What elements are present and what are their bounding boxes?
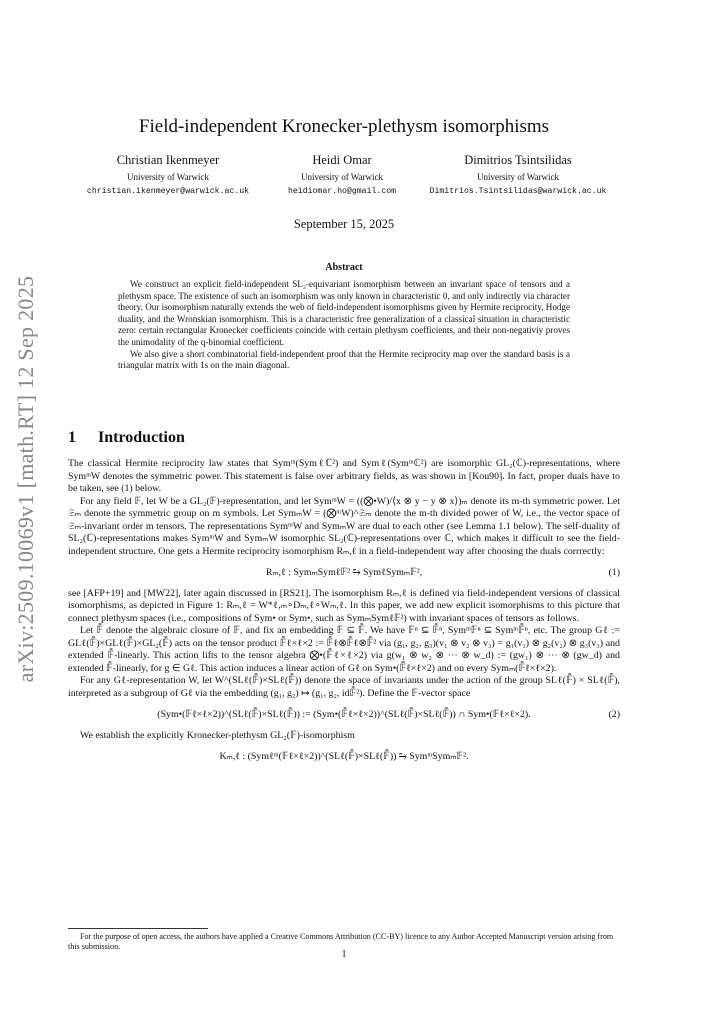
author-email: heidiomar.ho@gmail.com — [287, 187, 397, 196]
body-text — [68, 458, 620, 772]
paper-date: September 15, 2025 — [293, 217, 395, 231]
paragraph: The classical Hermite reciprocity law states that Symᵐ(Symℓℂ²) and Symℓ(Symᵐℂ²) are isomorphic GL₂(ℂ)-representations, where SymᵐW denotes the symmetric power. This statement is false over arbitrary fields, as was shown in [Kou90]. In fact, proper duals have to be taken, see (1) below. — [68, 458, 620, 494]
equation-text: (Sym•(𝔽ℓ×ℓ×2))^(SLℓ(𝔽̄)×SLℓ(𝔽̄)) := (Sym•(𝔽̄ℓ×ℓ×2))^(SLℓ(𝔽̄)×SLℓ(𝔽̄)) ∩ Sym•(𝔽ℓ×ℓ×2). — [157, 709, 531, 720]
equation-1 — [68, 567, 620, 580]
arxiv-stamp: arXiv:2509.10069v1 [math.RT] 12 Sep 2025 — [13, 275, 38, 683]
author-name: Dimitrios Tsintsilidas — [464, 153, 572, 167]
author-affiliation: University of Warwick — [476, 172, 560, 182]
author-block — [418, 153, 618, 196]
paragraph: For any Gℓ-representation W, let W^(SLℓ(𝔽̄)×SLℓ(𝔽̄)) denote the space of invariants under the action of the group SLℓ(𝔽̄) × SLℓ(𝔽̄), interpreted as a subgroup of Gℓ via the embedding (g₁, g₂) ↦ (g₁, g₂, id𝔽̄²). Define the 𝔽-vector space — [68, 675, 620, 699]
author-name: Heidi Omar — [312, 153, 372, 167]
footnote-text: For the purpose of open access, the authors have applied a Creative Commons Attribution (CC-BY) licence to any Author Accepted Manuscript version arising from this submission. — [68, 932, 614, 951]
author-affiliation: University of Warwick — [300, 172, 384, 182]
section-heading — [68, 429, 185, 447]
equation-number: (1) — [608, 567, 620, 578]
equation-3 — [68, 751, 620, 764]
equation-2 — [68, 709, 620, 722]
abstract-paragraph: We also give a short combinatorial field-independent proof that the Hermite reciprocity map over the standard basis is a triangular matrix with 1s on the main diagonal. — [118, 348, 570, 371]
equation-text: Kₘ,ℓ : (Symℓᵐ(𝔽ℓ×ℓ×2))^(SLℓ(𝔽̄)×SLℓ(𝔽̄)) ⥲ SymᵐSymₘ𝔽². — [219, 751, 469, 762]
section-title: Introduction — [98, 429, 185, 446]
paper-title: Field-independent Kronecker-plethysm isomorphisms — [138, 116, 550, 137]
author-block — [264, 153, 420, 196]
author-name: Christian Ikenmeyer — [116, 153, 220, 167]
section-number: 1 — [68, 429, 76, 446]
author-block — [78, 153, 258, 196]
abstract-paragraph: We construct an explicit field-independent SL₂-equivariant isomorphism between an invariant space of tensors and a plethysm space. The existence of such an isomorphism was only known in characteristic 0, and only indirectly via character theory. Our isomorphism naturally extends the web of field-independent isomorphisms given by Hermite reciprocity, Hodge duality, and the Wronskian isomorphism. This is a characteristic free generalization of a classical situation in characteristic zero: certain rectangular Kronecker coefficients coincide with certain plethysm coefficients, and their non-negativiy proves the unimodality of the q-binomial coefficient. — [118, 279, 570, 347]
paragraph: For any field 𝔽, let W be a GL₂(𝔽)-representation, and let SymᵐW = ((⨂•W)/⟨x ⊗ y − y ⊗ x⟩)ₘ denote its m-th symmetric power. Let 𝔖ₘ denote the symmetric group on m symbols. Let SymₘW = (⨂ᵐW)^𝔖ₘ denote the m-th divided power of W, i.e., the vector space of 𝔖ₘ-invariant order m tensors. The representations SymᵐW and SymₘW are dual to each other (see Lemma 1.1 below). The self-duality of SL₂(ℂ)-representations makes SymᵐW and SymₘW isomorphic SL₂(ℂ)-representations over ℂ, which makes it difficult to see the field-independent structure. One gets a Hermite reciprocity isomorphism Rₘ,ℓ in a field-independent way after choosing the duals corrrectly: — [68, 495, 620, 557]
paragraph: see [AFP+19] and [MW22], later again discussed in [RS21]. The isomorphism Rₘ,ℓ is defined via field-independent versions of classical isomorphisms, as depicted in Figure 1: Rₘ,ℓ = W*ℓ,ₘ∘Dₘ,ℓ∘Wₘ,ℓ. In this paper, we add new explicit isomorphisms to this picture that connect plethysm spaces (i.e., compositions of Sym• or Sym•, such as SymₘSymℓ𝔽²) with invariant spaces of tensors as follows. — [68, 587, 620, 624]
abstract — [118, 279, 570, 372]
equation-text: Rₘ,ℓ : SymₘSymℓ𝔽² ⥲ SymℓSymₘ𝔽², — [265, 567, 423, 578]
footnote-rule — [68, 928, 208, 929]
paragraph: We establish the explicitly Kronecker-plethysm GL₂(𝔽)-isomorphism — [80, 729, 355, 741]
page-number: 1 — [341, 949, 347, 960]
equation-number: (2) — [608, 709, 620, 720]
author-email: Dimitrios.Tsintsilidas@warwick.ac.uk — [429, 187, 607, 196]
author-affiliation: University of Warwick — [126, 172, 210, 182]
abstract-heading: Abstract — [325, 262, 363, 273]
author-email: christian.ikenmeyer@warwick.ac.uk — [86, 187, 250, 196]
paragraph: Let 𝔽̄ denote the algebraic closure of 𝔽, and fix an embedding 𝔽 ⊆ 𝔽̄. We have 𝔽ⁿ ⊆ 𝔽̄ⁿ, Symᵐ𝔽ⁿ ⊆ Symᵐ𝔽̄ⁿ, etc. The group Gℓ := GLℓ(𝔽̄)×GLℓ(𝔽̄)×GL₂(𝔽̄) acts on the tensor product 𝔽̄ℓ×ℓ×2 := 𝔽̄ℓ⊗𝔽̄ℓ⊗𝔽̄² via (g₁, g₂, g₃)(v₁ ⊗ v₂ ⊗ v₃) = g₁(v₁) ⊗ g₂(v₂) ⊗ g₃(v₃) and extended 𝔽̄-linearly. This action lifts to the tensor algebra ⨂•(𝔽̄ℓ×ℓ×2) via g(w₁ ⊗ w₂ ⊗ ⋯ ⊗ w_d) := (gw₁) ⊗ ⋯ ⊗ (gw_d) and extended 𝔽̄-linearly, for g ∈ Gℓ. This action induces a linear action of Gℓ on Sym•(𝔽̄ℓ×ℓ×2) and on every Symₘ(𝔽̄ℓ×ℓ×2). — [68, 625, 620, 674]
